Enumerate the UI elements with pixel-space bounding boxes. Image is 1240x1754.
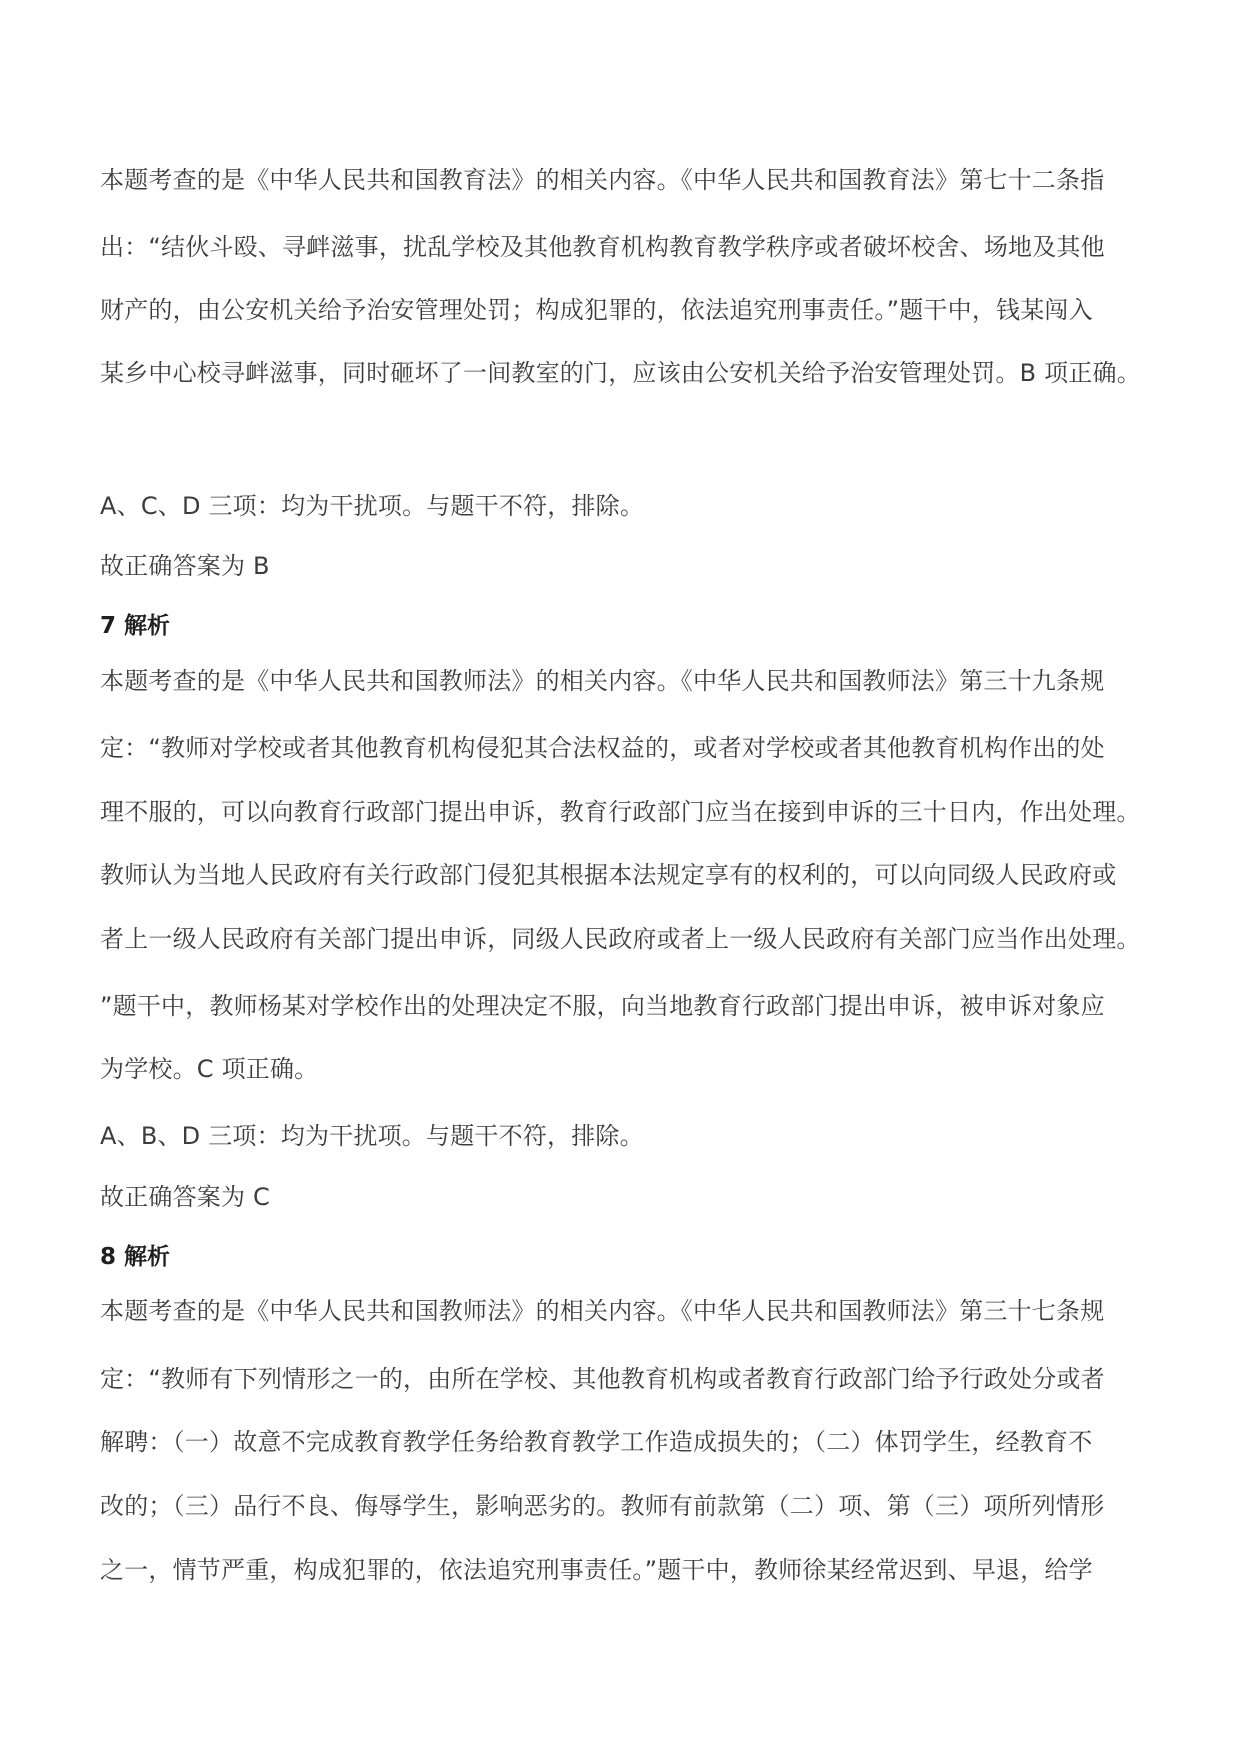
q8-paragraph-line: 本题考查的是《中华人民共和国教师法》的相关内容。《中华人民共和国教师法》第三十七条规 <box>100 1297 1105 1325</box>
q8-paragraph-line: 改的；（三）品行不良、侮辱学生，影响恶劣的。教师有前款第（二）项、第（三）项所列情形 <box>100 1492 1105 1520</box>
q7-heading: 7 解析 <box>100 613 171 639</box>
q7-paragraph-line: 本题考查的是《中华人民共和国教师法》的相关内容。《中华人民共和国教师法》第三十九条规 <box>100 667 1105 695</box>
q7-other-options: A、B、D 三项：均为干扰项。与题干不符，排除。 <box>100 1122 644 1150</box>
q8-paragraph-line: 定：“教师有下列情形之一的，由所在学校、其他教育机构或者教育行政部门给予行政处分或者 <box>100 1365 1105 1393</box>
q6-paragraph-line: 出：“结伙斗殴、寻衅滋事，扰乱学校及其他教育机构教育教学秩序或者破坏校舍、场地及其他 <box>100 233 1105 261</box>
q8-paragraph-line: 之一，情节严重，构成犯罪的，依法追究刑事责任。”题干中，教师徐某经常迟到、早退，给学 <box>100 1556 1093 1584</box>
q7-paragraph-line: 定：“教师对学校或者其他教育机构侵犯其合法权益的，或者对学校或者其他教育机构作出的处 <box>100 734 1105 762</box>
q7-paragraph-line: ”题干中，教师杨某对学校作出的处理决定不服，向当地教育行政部门提出申诉，被申诉对象应 <box>100 992 1105 1020</box>
q6-paragraph-line: 本题考查的是《中华人民共和国教育法》的相关内容。《中华人民共和国教育法》第七十二条指 <box>100 166 1105 194</box>
q7-paragraph-line: 理不服的，可以向教育行政部门提出申诉，教育行政部门应当在接到申诉的三十日内，作出处理。 <box>100 798 1141 826</box>
q7-paragraph-line: 为学校。C 项正确。 <box>100 1055 319 1083</box>
q7-answer: 故正确答案为 C <box>100 1183 270 1211</box>
q8-heading: 8 解析 <box>100 1244 171 1270</box>
q6-paragraph-line: 财产的，由公安机关给予治安管理处罚；构成犯罪的，依法追究刑事责任。”题干中，钱某闯入 <box>100 296 1093 324</box>
q7-paragraph-line: 者上一级人民政府有关部门提出申诉，同级人民政府或者上一级人民政府有关部门应当作出处理。 <box>100 925 1141 953</box>
q6-answer: 故正确答案为 B <box>100 552 270 580</box>
q8-paragraph-line: 解聘：（一）故意不完成教育教学任务给教育教学工作造成损失的；（二）体罚学生，经教育不 <box>100 1428 1093 1456</box>
q7-paragraph-line: 教师认为当地人民政府有关行政部门侵犯其根据本法规定享有的权利的，可以向同级人民政府或 <box>100 861 1117 889</box>
q6-other-options: A、C、D 三项：均为干扰项。与题干不符，排除。 <box>100 492 645 520</box>
q6-paragraph-line: 某乡中心校寻衅滋事，同时砸坏了一间教室的门，应该由公安机关给予治安管理处罚。B 项正确。 <box>100 359 1141 387</box>
